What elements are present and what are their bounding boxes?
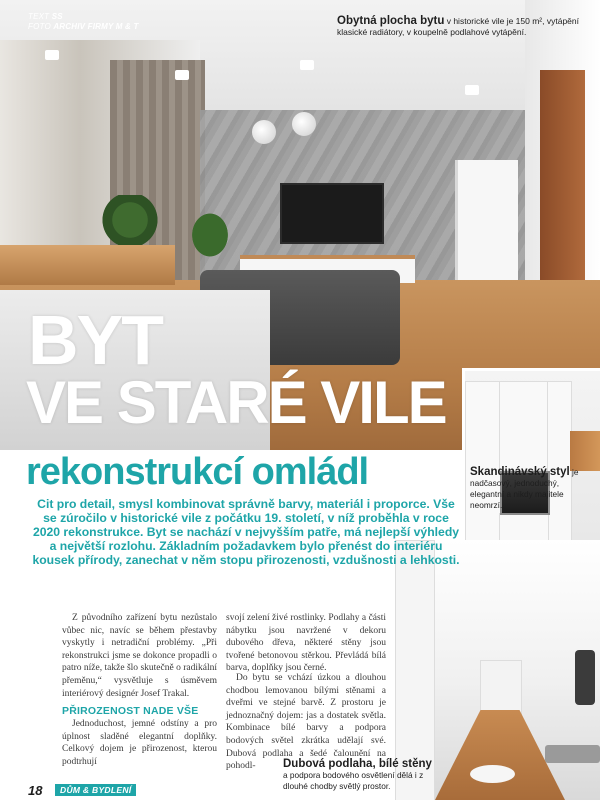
caption-top (337, 16, 587, 38)
caption-mid (470, 467, 595, 511)
credits (28, 12, 139, 32)
headline-subline: rekonstrukcí omládl (26, 451, 369, 493)
body-paragraph: Jednoduchost, jemné odstíny a pro úplnost sladěné elegantní doplňky. Celkový dojem je přirozenost, kterou podtrhují (62, 719, 217, 767)
body-paragraph: Z původního zařízení bytu nezůstalo vůbec nic, navíc se během přestavby vyskytly i netradiční problémy. „Při rekonstrukci jsme se dokonce propadli o patro níže, takže šlo skutečně o radikální přeměnu,“ vysvětluje s úsměvem interiérový designér Josef Trakal. (62, 613, 217, 699)
coat-icon (575, 650, 595, 705)
magazine-name: DŮM & BYDLENÍ (55, 784, 136, 796)
bench (545, 745, 600, 763)
caption-bottom-lead: Dubová podlaha, bílé stěny (283, 758, 432, 770)
body-paragraph: Do bytu se vchází úzkou a dlouhou chodbou lemovanou bílými stěnami a dveřmi ve stejné barvě. Z prostoru je jednoznačný dojem: jas a dostatek světla. Kombinace bílé barvy a podpora bodových světel zkrátka udělají své. Dubová podlaha a šedé čalounění na pohodl- (226, 673, 386, 772)
text-label: TEXT (28, 12, 50, 21)
cabinet (499, 381, 549, 471)
subheading: PŘIROZENOST NADE VŠE (62, 705, 199, 717)
spotlight-icon (175, 70, 189, 80)
caption-top-text: v historické vile je 150 m², vytápění klasické radiátory, v koupelně podlahové vytápění. (337, 16, 579, 37)
body-column-1 (62, 612, 217, 700)
spotlight-icon (465, 85, 479, 95)
body-column-1-continued (62, 718, 217, 768)
photo-author: ARCHIV FIRMY M & T (53, 22, 139, 31)
headline-line-1: BYT (28, 301, 162, 379)
hall-door (480, 660, 522, 717)
body-paragraph: svojí zelení živé rostlinky. Podlahy a části nábytku jsou navržené v dekoru dubového dřeva, některé stěny jsou tvořené betonovou stěrkou. Převládá bílá barva, doplňky jsou černé. (226, 613, 386, 674)
headline-line-2: VE STARÉ VILE (26, 369, 446, 436)
perex: Cit pro detail, smysl kombinovat správně barvy, materiál i proporce. Vše se zúročilo v historické vile z počátku 19. století, v níž proběhla v roce 2020 rekonstrukce. Byt se nachází v nejvyšším patře, má nejlepší výhledy a největší rozlohu. Základním požadavkem bylo přenést do interiéru kousek přírody, zanechat v něm stopu přirozenosti, vzdušnosti a lehkosti. (32, 497, 460, 567)
doorway (455, 160, 518, 300)
caption-bottom (283, 759, 443, 792)
caption-mid-lead: Skandinávský styl (470, 466, 570, 478)
caption-mid-text: je nadčasový, jednoduchý, elegantní a nikdy majitele neomrzí. (470, 467, 579, 510)
rug (470, 765, 515, 783)
wooden-counter (0, 245, 175, 285)
photo-label: FOTO (28, 22, 51, 31)
caption-bottom-text: a podpora bodového osvětlení dělá i z dlouhé chodby světlý prostor. (283, 770, 424, 791)
page-number: 18 (28, 783, 43, 798)
plant-icon (185, 205, 235, 265)
spotlight-icon (45, 50, 59, 60)
text-author: SS (51, 12, 63, 21)
pendant-lamp-icon (292, 112, 316, 136)
tv-screen (280, 183, 384, 244)
spotlight-icon (300, 60, 314, 70)
caption-top-lead: Obytná plocha bytu (337, 15, 445, 27)
photo-kitchen (462, 368, 600, 556)
wood-niche (570, 431, 600, 471)
plant-icon (100, 195, 160, 245)
body-column-2 (226, 612, 386, 675)
pendant-lamp-icon (252, 120, 276, 144)
